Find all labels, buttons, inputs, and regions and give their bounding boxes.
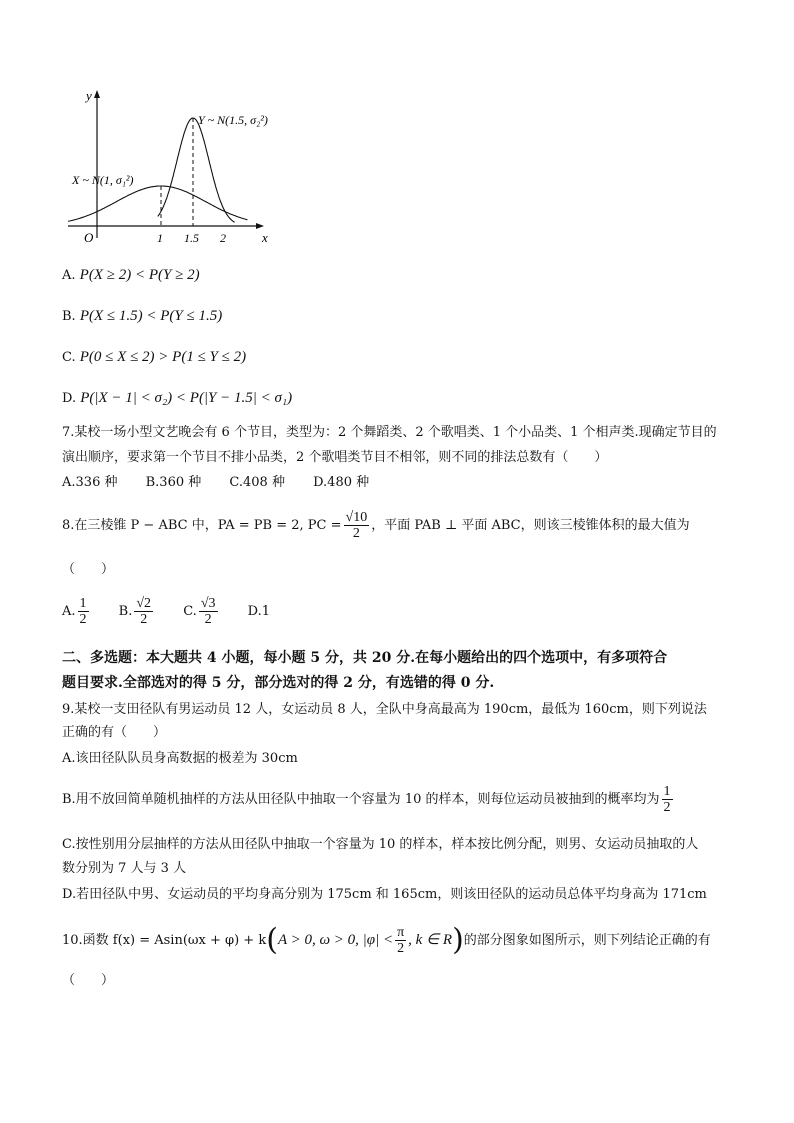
q9-line2: 正确的有（ ） bbox=[62, 725, 167, 740]
q9-option-a: A.该田径队队员身高数据的极差为 30cm bbox=[62, 751, 298, 766]
label-x-dist: X ~ N(1, σ₁²) bbox=[72, 173, 134, 187]
q8-option-a: A. $\frac{1}{2}$ bbox=[62, 596, 87, 627]
x-axis-label: x bbox=[262, 230, 268, 245]
q8-stem: 8.在三棱锥 P − ABC 中，PA = PB = 2, PC = $\frac{√10}{2}$ ，平面 PAB ⊥ 平面 ABC，则该三棱锥体积的最大值为 bbox=[62, 510, 690, 541]
q7-option-b: B.360 种 bbox=[145, 475, 202, 490]
normal-distribution-figure bbox=[60, 86, 300, 251]
q8-paren: （ ） bbox=[62, 562, 115, 577]
q8-options bbox=[62, 596, 294, 627]
q7-options bbox=[62, 474, 393, 492]
q8-option-c: C. $\frac{√3}{2}$ bbox=[183, 596, 216, 627]
q9-option-b: B.用不放回简单随机抽样的方法从田径队中抽取一个容量为 10 的样本，则每位运动员被抽到的概率均为 $\frac{1}{2}$ bbox=[62, 784, 671, 815]
q9-line1: 9.某校一支田径队有男运动员 12 人，女运动员 8 人，全队中身高最高为 190cm，最低为 160cm，则下列说法 bbox=[62, 702, 707, 717]
q7-line2: 演出顺序，要求第一个节目不排小品类，2 个歌唱类节目不相邻，则不同的排法总数有（ ） bbox=[62, 450, 608, 465]
q8-pc-fraction: $\frac{√10}{2}$ bbox=[345, 510, 368, 541]
q6-option-d: D. P(|X − 1| < σ₂) < P(|Y − 1.5| < σ₁) bbox=[62, 390, 293, 406]
q6-option-b: B. P(X ≤ 1.5) < P(Y ≤ 1.5) bbox=[62, 308, 223, 324]
q10-pi-fraction: $\frac{\pi}{2}$ bbox=[397, 925, 405, 956]
q8-option-d: D.1 bbox=[247, 604, 271, 619]
section2-line2: 题目要求.全部选对的得 5 分，部分选对的得 2 分，有选错的得 0 分. bbox=[62, 675, 495, 691]
q9-b-fraction: $\frac{1}{2}$ bbox=[663, 784, 671, 815]
label-y-dist: Y ~ N(1.5, σ₂²) bbox=[198, 113, 268, 127]
q6-option-a: A. P(X ≥ 2) < P(Y ≥ 2) bbox=[62, 267, 200, 283]
q7-line1: 7.某校一场小型文艺晚会有 6 个节目，类型为：2 个舞蹈类、2 个歌唱类、1 个小品类、1 个相声类.现确定节目的 bbox=[62, 425, 717, 440]
q10-paren: （ ） bbox=[62, 973, 115, 988]
section2-line1: 二、多选题：本大题共 4 小题，每小题 5 分，共 20 分.在每小题给出的四个选项中，有多项符合 bbox=[62, 650, 668, 666]
origin-label: O bbox=[84, 230, 94, 245]
q7-option-d: D.480 种 bbox=[313, 475, 370, 490]
q6-option-c: C. P(0 ≤ X ≤ 2) > P(1 ≤ Y ≤ 2) bbox=[62, 349, 247, 365]
x-axis-arrow bbox=[256, 223, 264, 229]
q9-option-d: D.若田径队中男、女运动员的平均身高分别为 175cm 和 165cm，则该田径队的运动员总体平均身高为 171cm bbox=[62, 887, 707, 902]
curve-y bbox=[158, 118, 235, 222]
tick-2: 2 bbox=[220, 231, 226, 245]
tick-1: 1 bbox=[157, 231, 163, 245]
q7-option-c: C.408 种 bbox=[229, 475, 285, 490]
q7-option-a: A.336 种 bbox=[62, 475, 118, 490]
y-axis-label: y bbox=[86, 88, 92, 103]
tick-1-5: 1.5 bbox=[184, 231, 199, 245]
q9-option-c-line2: 数分别为 7 人与 3 人 bbox=[62, 861, 187, 876]
y-axis-arrow bbox=[94, 90, 100, 98]
q8-option-b: B. $\frac{√2}{2}$ bbox=[118, 596, 152, 627]
q9-option-c-line1: C.按性别用分层抽样的方法从田径队中抽取一个容量为 10 的样本，样本按比例分配，则男、女运动员抽取的人 bbox=[62, 837, 699, 852]
q10-stem: 10.函数 f(x) = Asin(ωx + φ) + k(A > 0, ω > 0, |φ| < $\frac{\pi}{2}$ , k ∈ R)的部分图象如图所示，则下列结论正确的有 bbox=[62, 922, 711, 958]
